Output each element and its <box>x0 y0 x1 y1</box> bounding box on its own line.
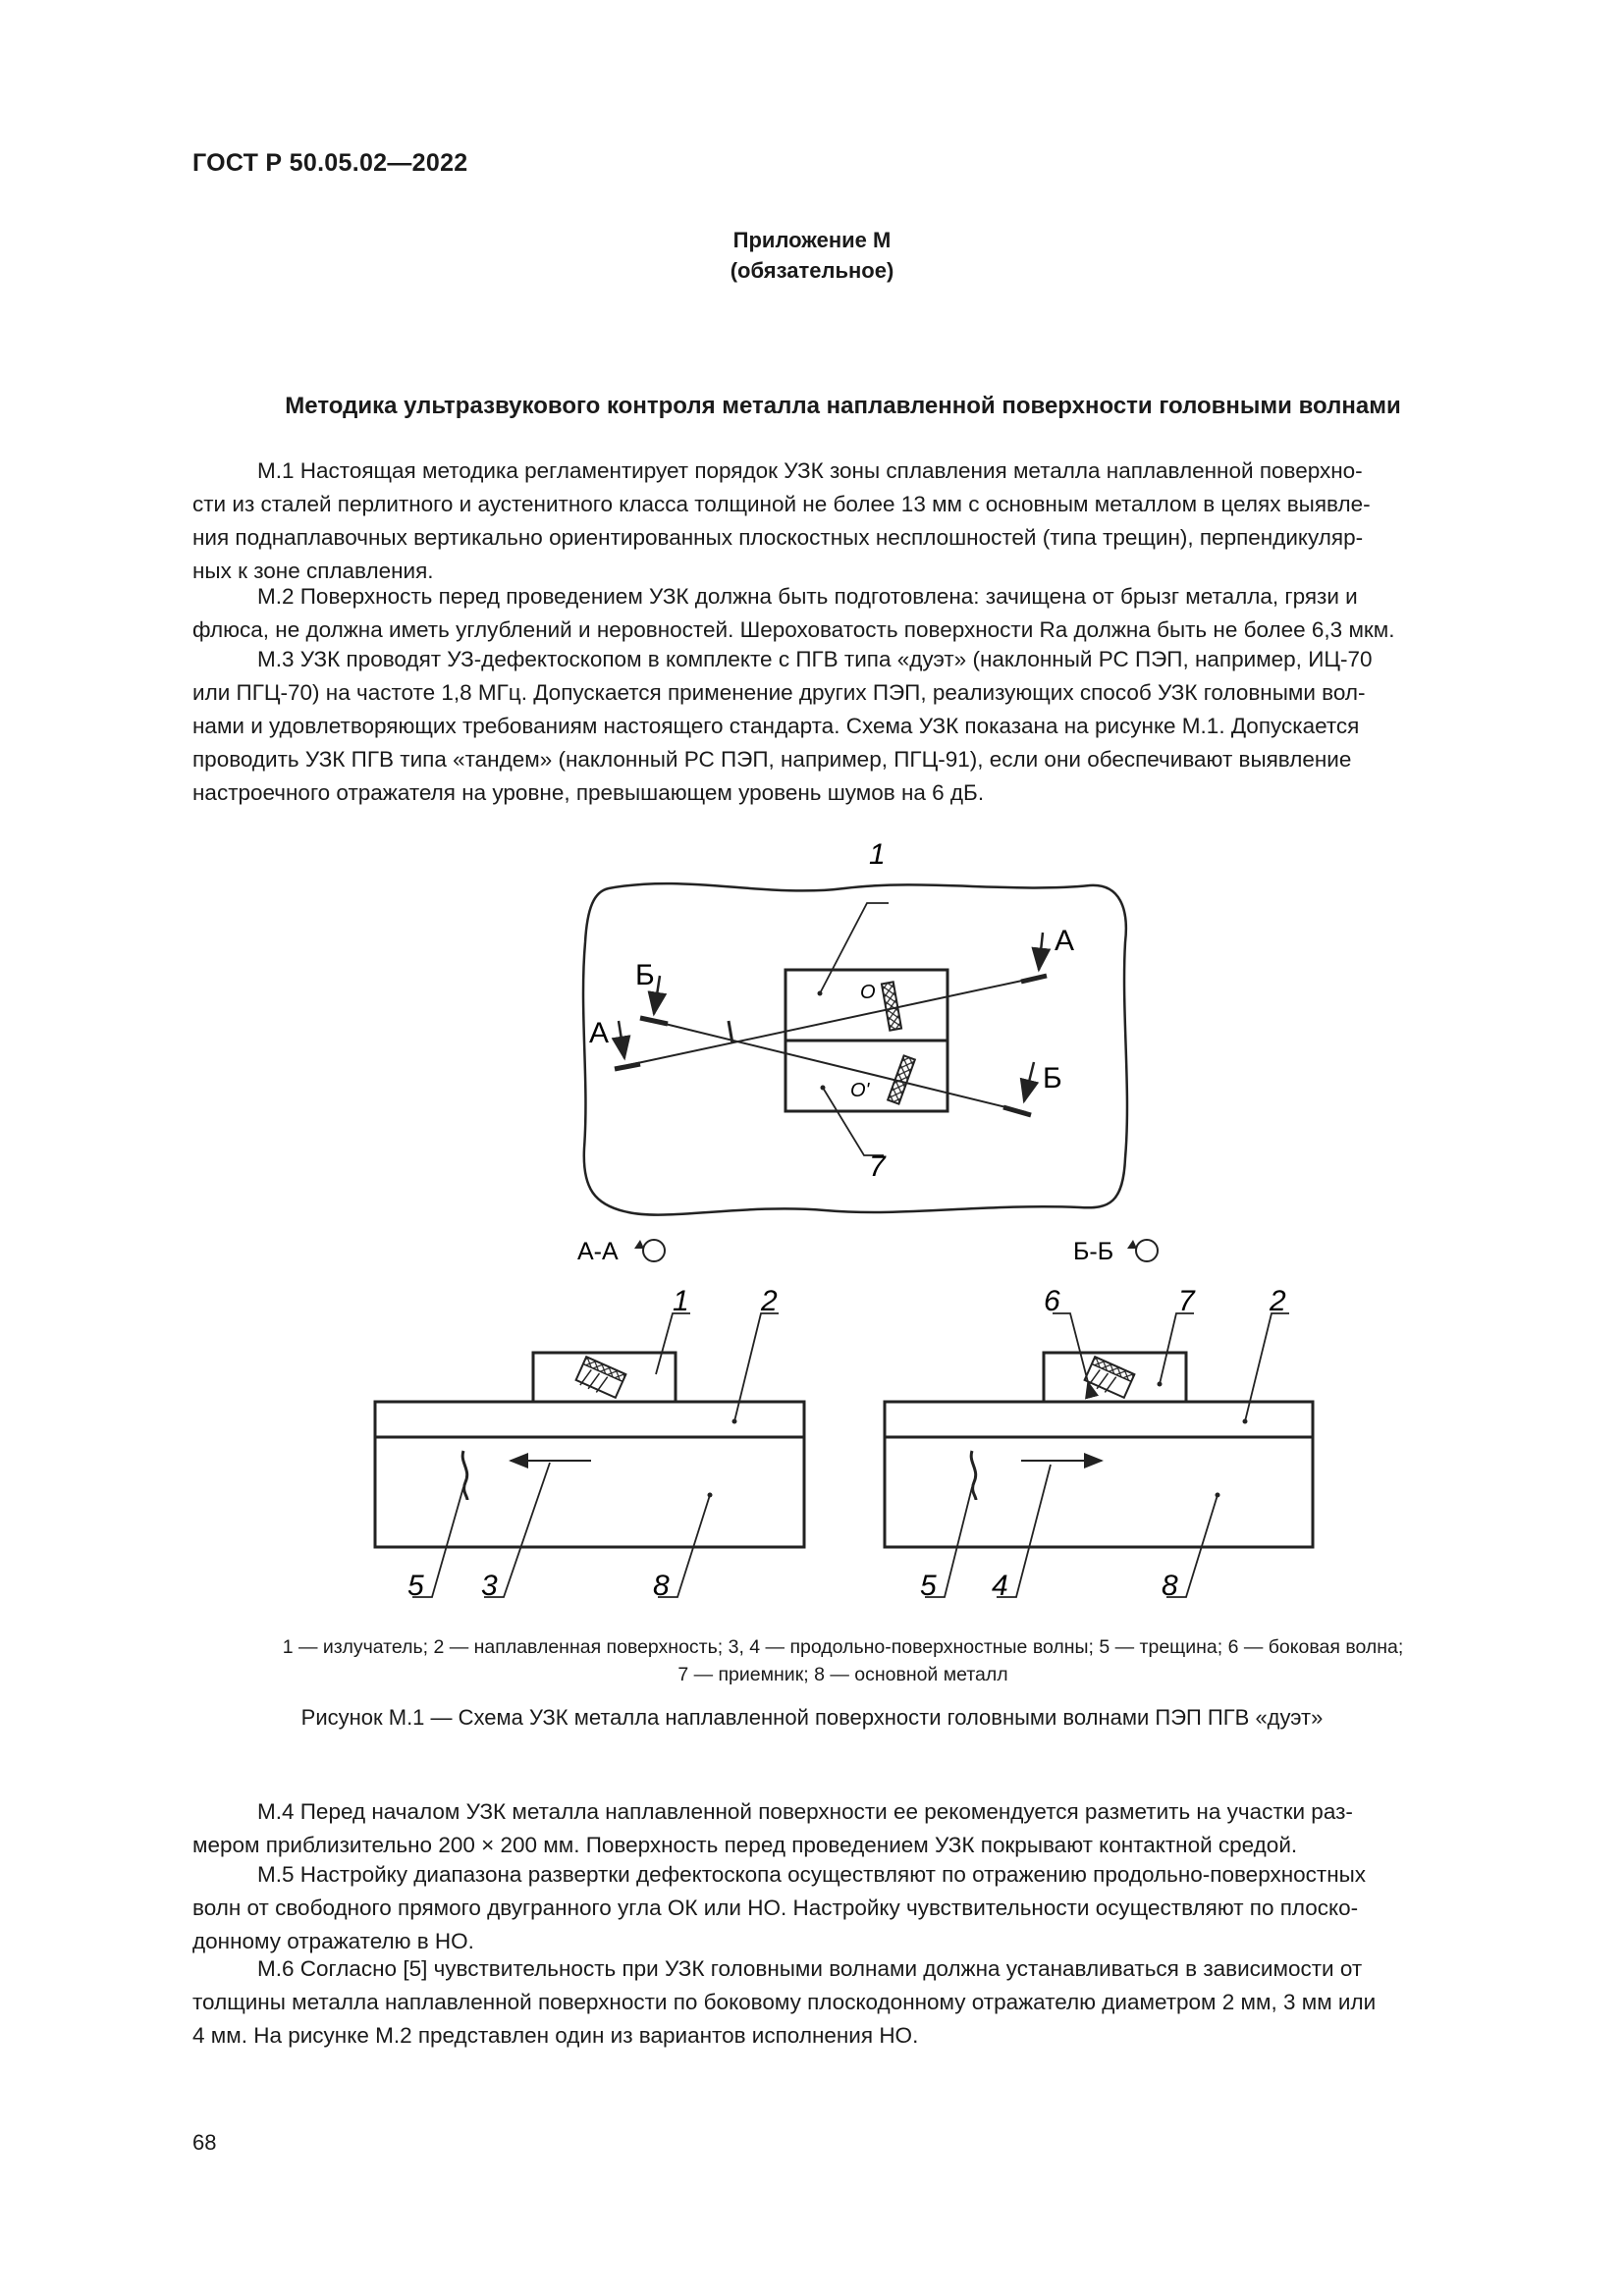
rotation-icon-arrow <box>634 1240 644 1249</box>
paragraph-m3 <box>192 643 1493 810</box>
paragraph-line: донному отражателю в НО. <box>192 1929 474 1953</box>
callout-8: 8 <box>1162 1570 1178 1602</box>
tick-b-right <box>1003 1107 1031 1115</box>
leader-dot <box>821 1086 826 1091</box>
leader-dot <box>708 1493 713 1498</box>
paragraph-line: волн от свободного прямого двугранного угла ОК или НО. Настройку чувствительности осуществляют по плоско- <box>192 1896 1359 1920</box>
leader-7 <box>1160 1313 1194 1384</box>
figure-m1 <box>0 825 1624 1629</box>
paragraph-line: ния поднаплавочных вертикально ориентированных плоскостных несплошностей (типа трещин), перпендикуляр- <box>192 525 1364 550</box>
figure-legend <box>192 1633 1493 1688</box>
rotation-icon <box>1136 1240 1158 1261</box>
leader-2 <box>1245 1313 1289 1421</box>
page-number: 68 <box>192 2130 217 2155</box>
label-b-left: Б <box>635 959 655 991</box>
section-title: Методика ультразвукового контроля металла наплавленной поверхности головными волнами <box>285 393 1401 419</box>
callout-1: 1 <box>869 838 886 871</box>
label-o: О <box>860 982 876 1003</box>
paragraph-line: М.5 Настройку диапазона развертки дефектоскопа осуществляют по отражению продольно-поверхностных <box>257 1862 1367 1887</box>
receiver-in-section <box>1083 1357 1134 1400</box>
tick-a-left <box>615 1064 640 1069</box>
paragraph-m6 <box>192 1952 1493 2053</box>
crack <box>971 1451 976 1500</box>
legend-line: 7 — приемник; 8 — основной металл <box>677 1664 1008 1685</box>
rotation-icon-arrow <box>1127 1240 1137 1249</box>
leader-dot <box>1243 1419 1248 1424</box>
paragraph-line: настроечного отражателя на уровне, превышающем уровень шумов на 6 дБ. <box>192 780 985 805</box>
arrow-b-left <box>654 976 660 1014</box>
paragraph-line: М.4 Перед началом УЗК металла наплавленной поверхности ее рекомендуется разметить на участки раз- <box>257 1799 1353 1824</box>
crack <box>462 1451 467 1500</box>
label-o-prime: О' <box>850 1080 870 1101</box>
callout-1: 1 <box>673 1285 689 1317</box>
paragraph-line: сти из сталей перлитного и аустенитного класса толщиной не более 13 мм с основным металлом в целях выявле- <box>192 492 1371 516</box>
paragraph-line: ных к зоне сплавления. <box>192 559 434 583</box>
section-a-title: А-А <box>577 1238 619 1265</box>
label-a-left: А <box>589 1017 610 1049</box>
emitter-element <box>882 982 901 1030</box>
callout-6: 6 <box>1044 1285 1060 1317</box>
paragraph-line: толщины металла наплавленной поверхности по боковому плоскодонному отражателю диаметром 2 мм, 3 мм или <box>192 1990 1377 2014</box>
leader-dot <box>1216 1493 1220 1498</box>
callout-2: 2 <box>761 1285 778 1317</box>
label-a-right: А <box>1055 925 1075 957</box>
paragraph-line: М.1 Настоящая методика регламентирует порядок УЗК зоны сплавления металла наплавленной поверхно- <box>257 458 1363 483</box>
annex-status: (обязательное) <box>730 258 894 283</box>
leader-1 <box>656 1313 690 1374</box>
leader-dot <box>732 1419 737 1424</box>
callout-7: 7 <box>1178 1285 1195 1317</box>
callout-8: 8 <box>653 1570 670 1602</box>
base-metal <box>885 1437 1313 1547</box>
section-b-title: Б-Б <box>1073 1238 1114 1265</box>
plan-view-outline <box>583 883 1127 1215</box>
section-a-drawing <box>375 1285 804 1602</box>
paragraph-line: или ПГЦ-70) на частоте 1,8 МГц. Допускается применение других ПЭП, реализующих способ УЗК головными вол- <box>192 680 1366 705</box>
paragraph-m2 <box>192 580 1493 647</box>
emitter-in-section <box>574 1357 625 1400</box>
leader-2 <box>734 1313 779 1421</box>
callout-7: 7 <box>869 1150 886 1183</box>
tick-b-left <box>640 1018 668 1024</box>
annex-name: Приложение М <box>732 228 892 252</box>
legend-line: 1 — излучатель; 2 — наплавленная поверхность; 3, 4 — продольно-поверхностные волны; 5 — трещина; 6 — боковая волна; <box>282 1636 1404 1658</box>
paragraph-line: мером приблизительно 200 × 200 мм. Поверхность перед проведением УЗК покрывают контактной средой. <box>192 1833 1298 1857</box>
leader-6 <box>1053 1313 1088 1382</box>
arrow-a-right <box>1039 933 1043 970</box>
tick-a-right <box>1021 976 1047 982</box>
label-b-right: Б <box>1043 1062 1062 1095</box>
cladding-layer <box>375 1402 804 1437</box>
document-header: ГОСТ Р 50.05.02—2022 <box>192 149 468 177</box>
leader-dot <box>818 991 823 996</box>
paragraph-line: нами и удовлетворяющих требованиям настоящего стандарта. Схема УЗК показана на рисунке М.1. Допускается <box>192 714 1360 738</box>
section-b-drawing <box>885 1285 1313 1602</box>
leader-1 <box>820 903 889 993</box>
rotation-icon <box>643 1240 665 1261</box>
callout-4: 4 <box>992 1570 1008 1602</box>
paragraph-line: флюса, не должна иметь углублений и неровностей. Шероховатость поверхности Ra должна быть не более 6,3 мкм. <box>192 617 1395 642</box>
callout-3: 3 <box>481 1570 498 1602</box>
callout-5: 5 <box>920 1570 937 1602</box>
base-metal <box>375 1437 804 1547</box>
section-line-aa <box>628 978 1036 1065</box>
paragraph-line: М.3 УЗК проводят УЗ-дефектоскопом в комплекте с ПГВ типа «дуэт» (наклонный РС ПЭП, например, ИЦ-70 <box>257 647 1373 671</box>
callout-5: 5 <box>407 1570 424 1602</box>
paragraph-m1 <box>192 454 1493 588</box>
figure-caption: Рисунок М.1 — Схема УЗК металла наплавленной поверхности головными волнами ПЭП ПГВ «дуэт» <box>300 1705 1324 1730</box>
arrow-a-left <box>619 1021 624 1058</box>
paragraph-line: М.2 Поверхность перед проведением УЗК должна быть подготовлена: зачищена от брызг металла, грязи и <box>257 584 1358 609</box>
section-line-bb <box>653 1021 1026 1112</box>
paragraph-m4 <box>192 1795 1493 1862</box>
leader-dot <box>1158 1382 1163 1387</box>
paragraph-line: М.6 Согласно [5] чувствительность при УЗК головными волнами должна устанавливаться в зависимости от <box>257 1956 1363 1981</box>
callout-2: 2 <box>1270 1285 1286 1317</box>
arrow-b-right <box>1024 1062 1034 1101</box>
paragraph-line: 4 мм. На рисунке М.2 представлен один из вариантов исполнения НО. <box>192 2023 919 2048</box>
paragraph-line: проводить УЗК ПГВ типа «тандем» (наклонный РС ПЭП, например, ПГЦ-91), если они обеспечивают выявление <box>192 747 1352 772</box>
paragraph-m5 <box>192 1858 1493 1958</box>
